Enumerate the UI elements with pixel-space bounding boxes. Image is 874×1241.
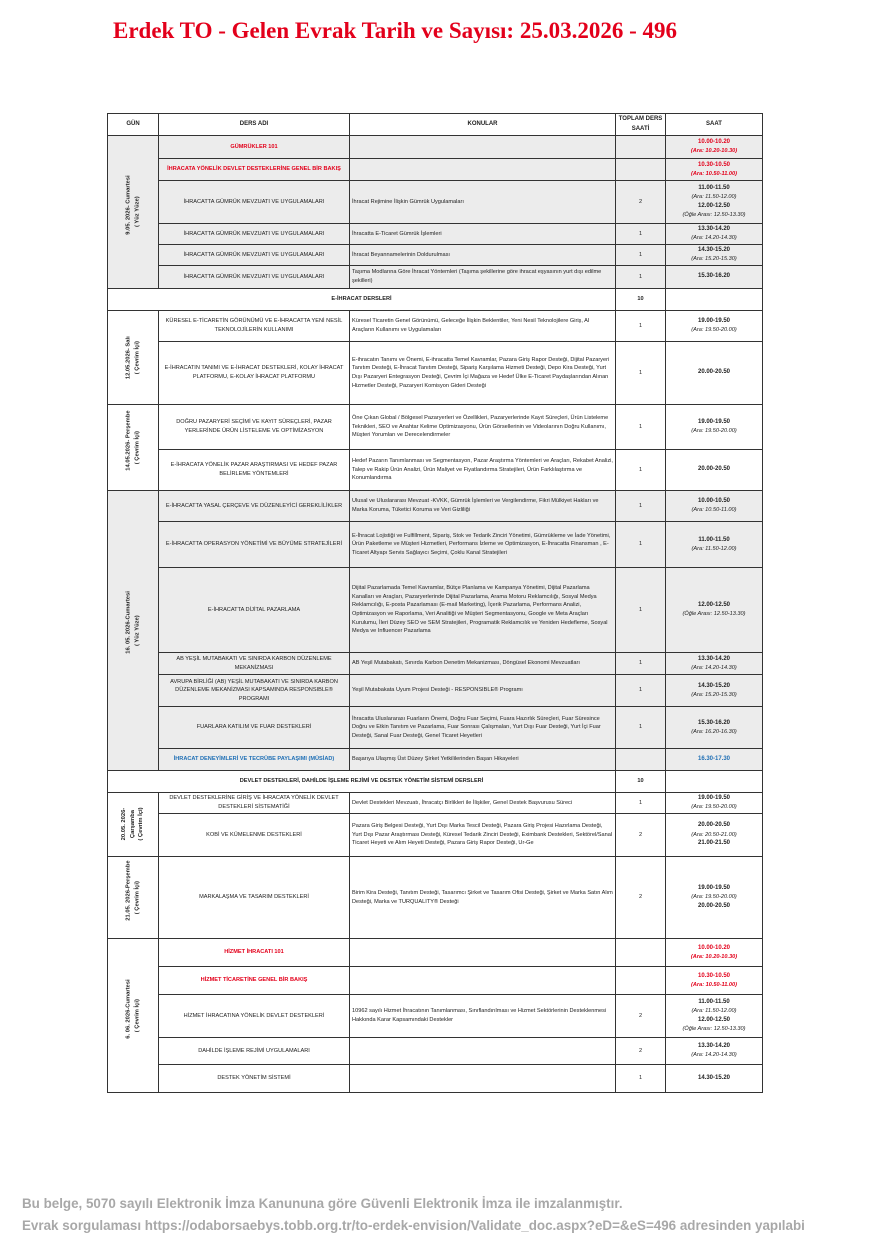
day-label-line: 21.05. 2026-Perşembe: [125, 860, 132, 921]
table-row: [108, 245, 763, 266]
day-label-line: ( Çevrim İçi): [134, 880, 140, 915]
day-label: [120, 802, 146, 848]
time-slot: 19.00-19.50: [697, 884, 731, 891]
course-name: E-İHRACATA YÖNELİK PAZAR ARAŞTIRMASI VE HEDEF PAZAR BELİRLEME YÖNTEMLERİ: [159, 450, 350, 491]
day-label-line: ( Çevrim İçi): [134, 998, 140, 1033]
section-row: [108, 289, 763, 311]
course-hours: 1: [616, 793, 666, 814]
day-cell: [108, 857, 159, 939]
course-name: KOBİ VE KÜMELENME DESTEKLERİ: [159, 814, 350, 857]
table-row: [108, 450, 763, 491]
course-name: İHRACATTA GÜMRÜK MEVZUATI VE UYGULAMALARI: [159, 266, 350, 289]
course-hours: 1: [616, 707, 666, 749]
break-slot: (Ara: 11.50-12.00): [691, 194, 737, 201]
course-topics: Pazara Giriş Belgesi Desteği, Yurt Dışı Marka Tescil Desteği, Pazara Giriş Projesi Hazırlama Desteği, Yurt Dışı Pazar Araştırması Desteği, Küresel Tedarik Zinciri Desteği, Eximbank Destekleri, Sektörel/Sanal Ticaret Heyeti ve Alım Heyeti Desteği, Pazara Giriş Rapor Desteği, Ur-Ge: [350, 814, 616, 857]
day-cell: [108, 311, 159, 405]
course-time: [666, 491, 763, 522]
course-hours: 2: [616, 1038, 666, 1065]
time-slot: 10.00-10.20: [697, 139, 731, 146]
break-slot: (Ara: 20.50-21.00): [691, 831, 737, 838]
course-hours: 1: [616, 245, 666, 266]
course-topics: [350, 1065, 616, 1093]
time-slot: 14.30-15.20: [697, 682, 731, 689]
course-topics: İhracatta Uluslararası Fuarların Önemi, Doğru Fuar Seçimi, Fuara Hazırlık Süreçleri, Fuar Süresince Doğru ve Etkin Tanıtım ve Pazarlama, Fuar Sonrası Çalışmaları, Yurt Dışı Fuar Desteği, Yurt İçi Fuar Desteği, Sanal Fuar Desteği, Genel Ticaret Heyetleri: [350, 707, 616, 749]
time-slot: 11.00-11.50: [698, 536, 730, 543]
course-hours: 1: [616, 450, 666, 491]
course-topics: Devlet Destekleri Mevzuatı, İhracatçı Birlikleri ile İlişkiler, Genel Destek Başvurusu Süreci: [350, 793, 616, 814]
break-slot: (Ara: 15.20-15.30): [691, 691, 737, 698]
course-name: DAHİLDE İŞLEME REJİMİ UYGULAMALARI: [159, 1038, 350, 1065]
break-slot: (Ara: 19.50-20.00): [691, 804, 737, 811]
table-row: [108, 159, 763, 181]
time-slot: 16.30-17.30: [697, 755, 731, 762]
course-name: İHRACATTA GÜMRÜK MEVZUATI VE UYGULAMALARI: [159, 245, 350, 266]
header-saat: SAAT: [666, 114, 763, 136]
course-topics: [350, 159, 616, 181]
time-slot: 20.00-20.50: [697, 466, 731, 473]
course-hours: 1: [616, 491, 666, 522]
header-ders-adi: DERS ADI: [159, 114, 350, 136]
course-time: [666, 342, 763, 405]
course-time: [666, 224, 763, 245]
course-time: [666, 995, 763, 1038]
table-row: [108, 707, 763, 749]
day-cell: [108, 793, 159, 857]
table-row: [108, 675, 763, 707]
time-slot: 15.30-16.20: [697, 273, 731, 280]
course-name: AVRUPA BİRLİĞİ (AB) YEŞİL MUTABAKATI VE SINIRDA KARBON DÜZENLEME MEKANİZMASI KAPSAMINDA RESPONSIBLE® PROGRAMI: [159, 675, 350, 707]
course-time: [666, 450, 763, 491]
break-slot: (Öğle Arası: 12.50-13.30): [682, 212, 746, 219]
course-hours: [616, 939, 666, 967]
course-topics: Başarıya Ulaşmış Üst Düzey Şirket Yetkililerinden Başarı Hikayeleri: [350, 749, 616, 771]
course-time: [666, 311, 763, 342]
course-topics: İhracatta E-Ticaret Gümrük İşlemleri: [350, 224, 616, 245]
day-label: [124, 590, 141, 654]
course-name: E-İHRACATTA DİJİTAL PAZARLAMA: [159, 568, 350, 653]
course-time: [666, 266, 763, 289]
break-slot: (Ara: 14.20-14.30): [691, 1052, 737, 1059]
course-topics: Hedef Pazarın Tanımlanması ve Segmentasyon, Pazar Araştırma Yöntemleri ve Araçları, Rekabet Analizi, Talep ve Rakip Ürün Analizi, Ürün Maliyet ve Fiyatlandırma Stratejileri, Ürün Farklılaştırma ve Konumlandırma: [350, 450, 616, 491]
table-row: [108, 653, 763, 675]
break-slot: (Öğle Arası: 12.50-13.30): [682, 611, 746, 618]
time-slot: 19.00-19.50: [697, 419, 731, 426]
table-row: [108, 967, 763, 995]
time-slot: 13.30-14.20: [697, 226, 731, 233]
course-name: İHRACATTA GÜMRÜK MEVZUATI VE UYGULAMALARI: [159, 181, 350, 224]
course-topics: [350, 967, 616, 995]
course-hours: [616, 136, 666, 159]
course-hours: 1: [616, 568, 666, 653]
break-slot: (Ara: 10.50-11.00): [691, 981, 737, 988]
time-slot: 20.00-20.50: [697, 822, 731, 829]
course-name: DESTEK YÖNETİM SİSTEMİ: [159, 1065, 350, 1093]
course-time: [666, 793, 763, 814]
table-row: [108, 181, 763, 224]
course-name: HİZMET İHRACATINA YÖNELİK DEVLET DESTEKLERİ: [159, 995, 350, 1038]
table-row: [108, 311, 763, 342]
break-slot: (Ara: 14.20-14.30): [691, 235, 737, 242]
table-row: [108, 491, 763, 522]
break-slot: (Ara: 10.50-11.00): [691, 170, 737, 177]
day-label-line: 12.05.2026- Salı: [125, 336, 132, 379]
break-slot: (Ara: 19.50-20.00): [691, 327, 737, 334]
course-topics: [350, 136, 616, 159]
course-name: E-İHRACATTA YASAL ÇERÇEVE VE DÜZENLEYİCİ GEREKLİLİKLER: [159, 491, 350, 522]
course-hours: [616, 967, 666, 995]
table-row: [108, 814, 763, 857]
course-topics: Dijital Pazarlamada Temel Kavramlar, Bütçe Planlama ve Kampanya Yönetimi, Dijital Pazarlama Kanalları ve Araçları, Pazaryerlerinde Dijital Pazarlama, Arama Motoru Reklamcılığı, Sosyal Medya Reklamcılığı, E-posta Pazarlaması (E-mail Marketing), İçerik Pazarlama, Performans Analizi, Optimizasyon ve Raporlama, Veri Analitiği ve Müşteri Segmentasyonu, Google ve Meta Araçları Kurulumu, İleri Düzey SEO ve SEM Stratejileri, Programatik Reklamcılık ve Yeniden Hedefleme, Sosyal Medya ve Influencer Pazarlama: [350, 568, 616, 653]
course-hours: 2: [616, 995, 666, 1038]
course-hours: 1: [616, 224, 666, 245]
course-topics: Birim Kira Desteği, Tanıtım Desteği, Tasarımcı Şirket ve Tasarım Ofisi Desteği, Şirket ve Marka Satın Alım Desteği, Marka ve TURQUALITY® Desteği: [350, 857, 616, 939]
day-label-line: ( Çevrim İçi): [134, 430, 140, 465]
course-hours: 1: [616, 405, 666, 450]
course-name: İHRACAT DENEYİMLERİ VE TECRÜBE PAYLAŞIMI (MÜSİAD): [159, 749, 350, 771]
time-slot: 21.00-21.50: [697, 840, 731, 847]
course-topics: E-ihracatın Tanımı ve Önemi, E-ihracatta Temel Kavramlar, Pazara Giriş Rapor Desteği, Dijital Pazaryeri Tanıtım Desteği, E-İhracat Tanıtım Desteği, Sipariş Karşılama Hizmeti Desteği, Depo Kira Desteği, Yurt Dışı Pazaryeri Entegrasyon Desteği, Çevrim İçi Mağaza ve Hedef Ülke E-Ticaret Paydaşlarından Alınan Hizmetler Desteği, Pazaryeri Komisyon Gideri Desteği: [350, 342, 616, 405]
time-slot: 20.00-20.50: [697, 369, 731, 376]
time-slot: 12.00-12.50: [697, 1017, 731, 1023]
course-topics: AB Yeşil Mutabakatı, Sınırda Karbon Denetim Mekanizması, Döngüsel Ekonomi Mevzuatları: [350, 653, 616, 675]
table-row: [108, 224, 763, 245]
course-time: [666, 967, 763, 995]
course-time: [666, 181, 763, 224]
time-slot: 20.00-20.50: [697, 902, 731, 909]
course-time: [666, 857, 763, 939]
course-time: [666, 568, 763, 653]
time-slot: 10.30-10.50: [697, 161, 731, 168]
section-title: E-İHRACAT DERSLERİ: [108, 289, 616, 311]
day-label: [124, 175, 141, 235]
course-hours: 1: [616, 653, 666, 675]
course-topics: E-İhracat Lojistiği ve Fulfillment, Sipariş, Stok ve Tedarik Zinciri Yönetimi, Gümrükleme ve İade Yönetimi, Ürün Paketleme ve Müşteri Hizmetleri, Performans İzleme ve Optimizasyon, E-İhracatta Finansman , E-Ticaret Altyapı Servis Sağlayıcı Seçimi, Çoklu Kanal Stratejileri: [350, 522, 616, 568]
course-topics: Küresel Ticaretin Genel Görünümü, Geleceğe İlişkin Beklentiler, Yeni Nesil Teknolojilere Giriş, AI Araçların Kullanımı ve Uygulamaları: [350, 311, 616, 342]
time-slot: 11.00-11.50: [698, 185, 730, 192]
document-title: Erdek TO - Gelen Evrak Tarih ve Sayısı: 25.03.2026 - 496: [113, 18, 677, 43]
course-time: [666, 522, 763, 568]
time-slot: 11.00-11.50: [698, 999, 730, 1006]
time-slot: 13.30-14.20: [697, 1043, 731, 1050]
day-label-line: 16. 05. 2026-Cumartesi: [125, 590, 132, 654]
course-time: [666, 136, 763, 159]
course-name: KÜRESEL E-TİCARETİN GÖRÜNÜMÜ VE E-İHRACATTA YENİ NESİL TEKNOLOJİLERİN KULLANIMI: [159, 311, 350, 342]
header-toplam: TOPLAM DERS SAATİ: [616, 114, 666, 136]
section-row: [108, 771, 763, 793]
table-row: [108, 136, 763, 159]
break-slot: (Ara: 14.20-14.30): [691, 664, 737, 671]
course-name: İHRACATA YÖNELİK DEVLET DESTEKLERİNE GENEL BİR BAKIŞ: [159, 159, 350, 181]
day-label-line: 14.05.2026- Perşembe: [125, 410, 132, 471]
course-name: GÜMRÜKLER 101: [159, 136, 350, 159]
footer-signature-note: Bu belge, 5070 sayılı Elektronik İmza Kanununa göre Güvenli Elektronik İmza ile imzalanmıştır.: [22, 1196, 623, 1211]
section-empty: [666, 289, 763, 311]
day-label-line: ( Çevrim İçi): [138, 807, 145, 842]
time-slot: 14.30-15.20: [697, 1074, 731, 1081]
course-time: [666, 1038, 763, 1065]
course-hours: 1: [616, 266, 666, 289]
course-name: MARKALAŞMA VE TASARIM DESTEKLERİ: [159, 857, 350, 939]
course-time: [666, 653, 763, 675]
course-name: FUARLARA KATILIM VE FUAR DESTEKLERİ: [159, 707, 350, 749]
course-name: E-İHRACATIN TANIMI VE E-İHRACAT DESTEKLERİ, KOLAY İHRACAT PLATFORMU, E-KOLAY İHRACAT PLATFORMU: [159, 342, 350, 405]
day-label-line: ( Yüz Yüze): [134, 615, 140, 646]
break-slot: (Ara: 19.50-20.00): [691, 428, 737, 435]
day-cell: [108, 491, 159, 771]
course-name: HİZMET TİCARETİNE GENEL BİR BAKIŞ: [159, 967, 350, 995]
table-row: [108, 1065, 763, 1093]
course-time: [666, 675, 763, 707]
table-row: [108, 405, 763, 450]
table-header: [108, 114, 763, 136]
schedule-table: [107, 113, 763, 1093]
course-hours: 1: [616, 1065, 666, 1093]
time-slot: 13.30-14.20: [697, 655, 731, 662]
course-hours: [616, 159, 666, 181]
course-time: [666, 814, 763, 857]
course-name: DOĞRU PAZARYERİ SEÇİMİ VE KAYIT SÜREÇLERİ, PAZAR YERLERİNDE ÜRÜN LİSTELEME VE OPTİMİZASYON: [159, 405, 350, 450]
course-topics: [350, 1038, 616, 1065]
time-slot: 10.00-10.50: [697, 498, 731, 505]
course-hours: 2: [616, 181, 666, 224]
course-hours: 1: [616, 342, 666, 405]
day-label-line: 20.05. 2026-: [120, 808, 127, 841]
course-name: AB YEŞİL MUTABAKATI VE SINIRDA KARBON DÜZENLEME MEKANİZMASI: [159, 653, 350, 675]
table-row: [108, 1038, 763, 1065]
break-slot: (Ara: 10.20-10.30): [690, 953, 738, 960]
table-row: [108, 266, 763, 289]
day-label: [124, 410, 141, 471]
course-topics: 10962 sayılı Hizmet İhracatının Tanımlanması, Sınıflandırılması ve Hizmet Sektörlerinin Desteklenmesi Hakkında Karar Kapsamındaki Destekler: [350, 995, 616, 1038]
break-slot: (Öğle Arası: 12.50-13.30): [682, 1026, 746, 1033]
course-topics: İhracat Beyannamelerinin Doldurulması: [350, 245, 616, 266]
course-topics: [350, 939, 616, 967]
time-slot: 14.30-15.20: [697, 247, 731, 254]
course-topics: Ulusal ve Uluslararası Mevzuat -KVKK, Gümrük İşlemleri ve Vergilendirme, Fikri Mülkiyet Hakları ve Marka Koruma, Tüketici Koruma ve Veri Gizliliği: [350, 491, 616, 522]
course-name: E-İHRACATTA OPERASYON YÖNETİMİ VE BÜYÜME STRATEJİLERİ: [159, 522, 350, 568]
course-time: [666, 749, 763, 771]
time-slot: 10.30-10.50: [697, 972, 731, 979]
day-cell: [108, 136, 159, 289]
course-time: [666, 245, 763, 266]
section-title: DEVLET DESTEKLERİ, DAHİLDE İŞLEME REJİMİ VE DESTEK YÖNETİM SİSTEMİ DERSLERİ: [108, 771, 616, 793]
course-topics: Öne Çıkan Global / Bölgesel Pazaryerleri ve Özellikleri, Pazaryerlerinde Kayıt Süreçleri, Ürün Listeleme Teknikleri, SEO ve Anahtar Kelime Optimizasyonu, Ürün Görsellerinin ve Videolarının Doğru Kullanımı, Müşteri Yorumları ve Derecelendirmeler: [350, 405, 616, 450]
table-row: [108, 939, 763, 967]
break-slot: (Ara: 11.50-12.00): [691, 545, 737, 552]
course-time: [666, 159, 763, 181]
break-slot: (Ara: 16.20-16.30): [691, 728, 737, 735]
table-row: [108, 568, 763, 653]
time-slot: 15.30-16.20: [697, 719, 731, 726]
day-label: [124, 860, 141, 921]
course-name: DEVLET DESTEKLERİNE GİRİŞ VE İHRACATA YÖNELİK DEVLET DESTEKLERİ SİSTEMATİĞİ: [159, 793, 350, 814]
course-time: [666, 939, 763, 967]
break-slot: (Ara: 10.20-10.30): [690, 148, 738, 155]
course-time: [666, 707, 763, 749]
table-row: [108, 522, 763, 568]
course-name: İHRACATTA GÜMRÜK MEVZUATI VE UYGULAMALARI: [159, 224, 350, 245]
header-gun: GÜN: [108, 114, 159, 136]
header-konular: KONULAR: [350, 114, 616, 136]
table-row: [108, 793, 763, 814]
day-label-line: 9.05. 2026- Cumartesi: [125, 175, 132, 235]
time-slot: 12.00-12.50: [697, 203, 731, 209]
section-total: 10: [616, 289, 666, 311]
course-hours: 1: [616, 311, 666, 342]
break-slot: (Ara: 10.50-11.00): [691, 507, 737, 514]
course-hours: 1: [616, 522, 666, 568]
table-row: [108, 995, 763, 1038]
course-hours: 2: [616, 814, 666, 857]
section-empty: [666, 771, 763, 793]
course-hours: 2: [616, 857, 666, 939]
time-slot: 19.00-19.50: [697, 318, 731, 325]
course-topics: Taşıma Modlarına Göre İhracat Yöntemleri (Taşıma şekillerine göre ihracat eşyasının yurt dışı edilme şekilleri): [350, 266, 616, 289]
day-cell: [108, 939, 159, 1093]
day-label-line: Çarşamba: [129, 810, 136, 839]
time-slot: 19.00-19.50: [697, 795, 731, 802]
break-slot: (Ara: 11.50-12.00): [691, 1008, 737, 1015]
day-label-line: 6. 06. 2026-Cumartesi: [125, 979, 132, 1039]
day-label: [124, 979, 141, 1039]
course-topics: İhracat Rejimine İlişkin Gümrük Uygulamaları: [350, 181, 616, 224]
section-total: 10: [616, 771, 666, 793]
day-label-line: ( Çevrim İçi): [134, 340, 140, 375]
footer-verification-link: Evrak sorgulaması https://odaborsaebys.tobb.org.tr/to-erdek-envision/Validate_doc.aspx?eD=&eS=496 adresinden yapılabi: [22, 1218, 805, 1233]
course-hours: 1: [616, 675, 666, 707]
time-slot: 10.00-10.20: [697, 944, 731, 951]
day-cell: [108, 405, 159, 491]
course-hours: [616, 749, 666, 771]
course-time: [666, 405, 763, 450]
table-row: [108, 342, 763, 405]
table-row: [108, 749, 763, 771]
table-row: [108, 857, 763, 939]
course-name: HİZMET İHRACATI 101: [159, 939, 350, 967]
day-label: [124, 335, 141, 381]
break-slot: (Ara: 19.50-20.00): [691, 894, 737, 901]
day-label-line: ( Yüz Yüze): [134, 196, 140, 228]
course-topics: Yeşil Mutabakata Uyum Projesi Desteği - RESPONSIBLE® Programı: [350, 675, 616, 707]
course-time: [666, 1065, 763, 1093]
break-slot: (Ara: 15.20-15.30): [691, 256, 737, 263]
time-slot: 12.00-12.50: [697, 602, 731, 609]
